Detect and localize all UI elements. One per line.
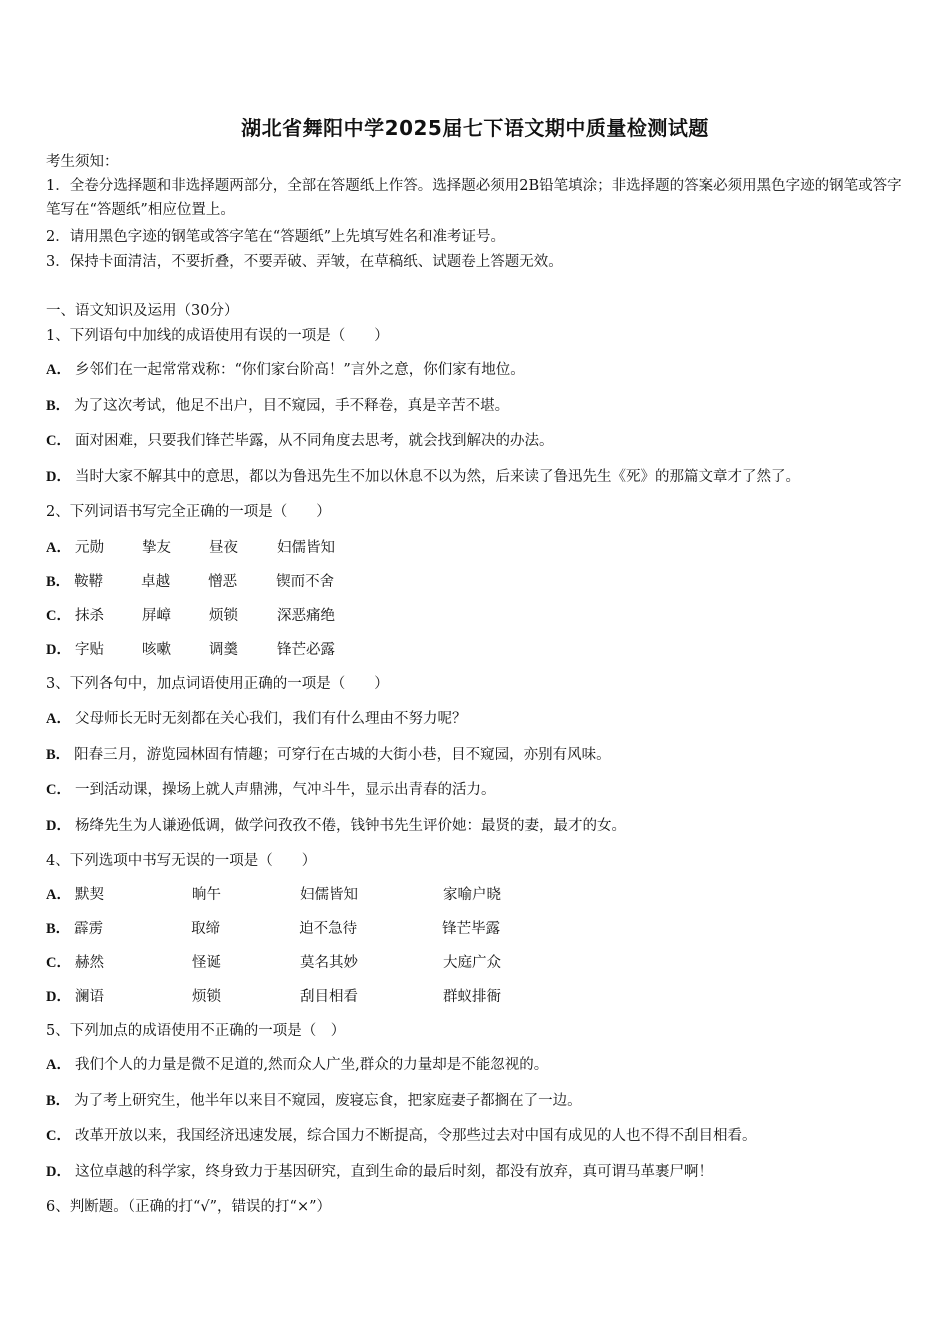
question-5-stem: 5、下列加点的成语使用不正确的一项是（ ） (46, 1023, 346, 1039)
question-3-option-d: D． 杨绛先生为人谦逊低调，做学问孜孜不倦，钱钟书先生评价她：最贤的妻，最才的女。 (46, 818, 626, 834)
question-2-stem: 2、下列词语书写完全正确的一项是（ ） (46, 504, 331, 520)
question-3-option-b: B． 阳春三月，游览园林固有情趣；可穿行在古城的大街小巷，目不窥园，亦别有风味。 (46, 747, 611, 763)
question-2-option-d: D． 字贴 咳嗽 调羹 锋芒必露 (46, 642, 335, 658)
notice-item-3: 3．保持卡面清洁，不要折叠，不要弄破、弄皱，在草稿纸、试题卷上答题无效。 (46, 254, 563, 270)
question-4-option-d: D． 澜语 烦锁 刮目相看 群蚁排衙 (46, 989, 501, 1005)
question-1-option-a: A． 乡邻们在一起常常戏称：“你们家台阶高！”言外之意，你们家有地位。 (46, 362, 525, 378)
notice-heading: 考生须知： (46, 154, 119, 170)
section-heading: 一、语文知识及运用（30分） (46, 303, 239, 319)
question-1-stem: 1、下列语句中加线的成语使用有误的一项是（ ） (46, 328, 389, 344)
notice-item-2: 2．请用黑色字迹的钢笔或答字笔在“答题纸”上先填写姓名和准考证号。 (46, 229, 506, 245)
question-4-option-a: A． 默契 晌午 妇儒皆知 家喻户晓 (46, 887, 501, 903)
question-1-option-c: C． 面对困难，只要我们锋芒毕露，从不同角度去思考，就会找到解决的办法。 (46, 433, 554, 449)
question-5-option-b: B． 为了考上研究生，他半年以来目不窥园，废寝忘食，把家庭妻子都搁在了一边。 (46, 1093, 582, 1109)
question-3-stem: 3、下列各句中，加点词语使用正确的一项是（ ） (46, 676, 389, 692)
question-2-option-b: B． 鞍鞯 卓越 憎恶 锲而不舍 (46, 574, 335, 590)
question-4-option-c: C． 赫然 怪诞 莫名其妙 大庭广众 (46, 955, 501, 971)
question-4-option-b: B． 霹雳 取缔 迫不急待 锋芒毕露 (46, 921, 501, 937)
notice-item-1: 1．全卷分选择题和非选择题两部分，全部在答题纸上作答。选择题必须用2B铅笔填涂；非选择题的答案必须用黑色字迹的钢笔或答字笔写在“答题纸”相应位置上。 (46, 178, 902, 218)
question-2-option-a: A． 元勋 挚友 昼夜 妇儒皆知 (46, 540, 335, 556)
question-3-option-c: C． 一到活动课，操场上就人声鼎沸，气冲斗牛，显示出青春的活力。 (46, 782, 496, 798)
question-6-stem: 6、判断题。（正确的打“√”，错误的打“×”） (46, 1199, 332, 1215)
question-5-option-a: A． 我们个人的力量是微不足道的,然而众人广坐,群众的力量却是不能忽视的。 (46, 1057, 549, 1073)
question-5-option-d: D． 这位卓越的科学家，终身致力于基因研究，直到生命的最后时刻，都没有放弃，真可谓马革裹尸啊！ (46, 1164, 713, 1180)
question-2-option-c: C． 抹杀 屏嶂 烦锁 深恶痛绝 (46, 608, 335, 624)
question-1-option-d: D． 当时大家不解其中的意思，都以为鲁迅先生不加以休息不以为然，后来读了鲁迅先生《死》的那篇文章才了然了。 (46, 469, 800, 485)
question-3-option-a: A． 父母师长无时无刻都在关心我们，我们有什么理由不努力呢？ (46, 711, 467, 727)
question-1-option-b: B． 为了这次考试，他足不出户，目不窥园，手不释卷，真是辛苦不堪。 (46, 398, 510, 414)
question-5-option-c: C． 改革开放以来，我国经济迅速发展，综合国力不断提高，令那些过去对中国有成见的人也不得不刮目相看。 (46, 1128, 757, 1144)
page-title: 湖北省舞阳中学2025届七下语文期中质量检测试题 (241, 116, 709, 140)
question-4-stem: 4、下列选项中书写无误的一项是（ ） (46, 853, 317, 869)
